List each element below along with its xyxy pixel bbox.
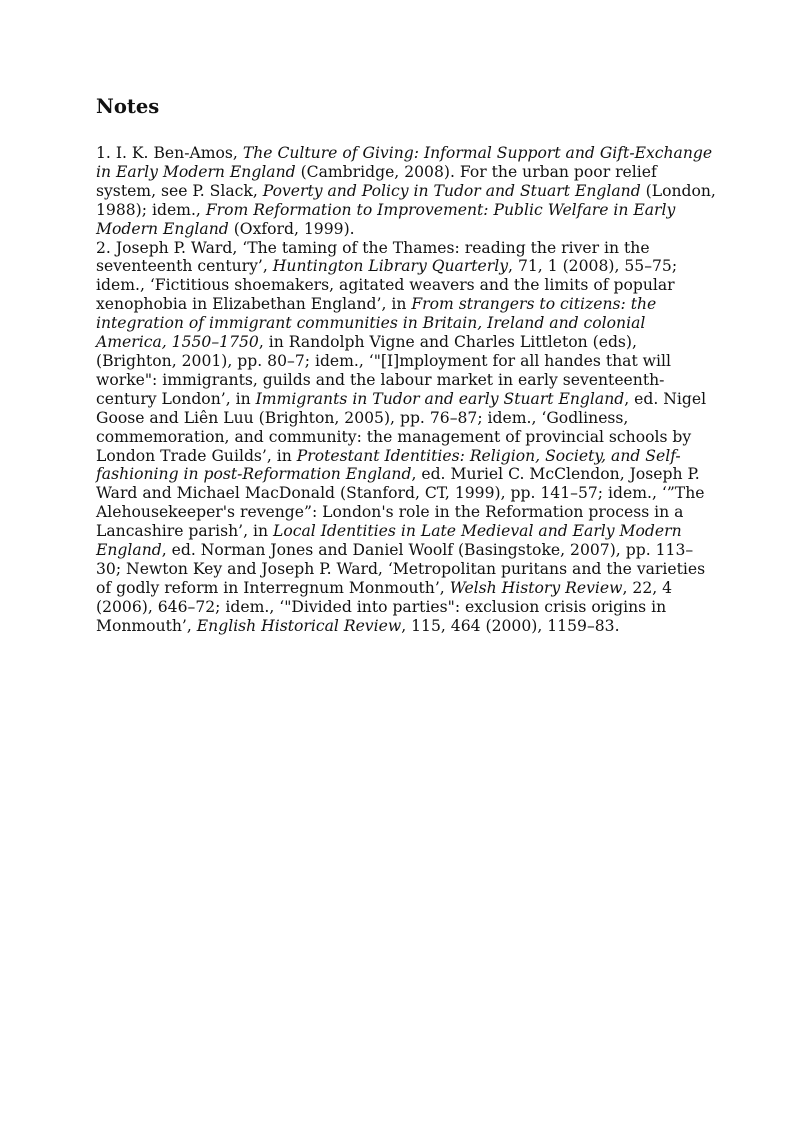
footnote-title-italic: Poverty and Policy in Tudor and Stuart England [262, 181, 641, 200]
footnote-title-italic: Immigrants in Tudor and early Stuart England [255, 389, 625, 408]
footnote-title-italic: Local Identities in Late Medieval and Early Modern England [96, 522, 682, 560]
footnote-text: , 115, 464 (2000), 1159–83. [401, 616, 620, 635]
footnote [96, 144, 716, 239]
footnote-title-italic: Huntington Library Quarterly [272, 257, 509, 276]
footnote-title-italic: English Historical Review [196, 616, 402, 635]
notes-heading: Notes [96, 95, 160, 118]
footnote-text: (Oxford, 1999). [228, 219, 355, 238]
footnote-title-italic: From strangers to citizens: the integration of immigrant communities in Britain, Ireland and colonial America, 1550–1750 [96, 295, 657, 352]
footnote-text: (Cambridge, 2008). For the urban poor relief system, see P. Slack, [96, 162, 657, 200]
footnote-text: , 71, 1 (2008), 55–75; idem., ‘Fictitious shoemakers, agitated weavers and the limits of popular xenophobia in Elizabethan England’, in [96, 257, 678, 314]
footnote-text: , 22, 4 (2006), 646–72; idem., ‘"Divided into parties": exclusion crisis origins in Monmouth’, [96, 578, 673, 635]
footnote-text: , in Randolph Vigne and Charles Littleton (eds), (Brighton, 2001), pp. 80–7; idem., ‘"[I]mployment for all handes that will worke": immigrants, guilds and the labour market in early seventeenth-century London’, in [96, 333, 671, 408]
footnote-title-italic: Welsh History Review [449, 578, 623, 597]
footnote-text: , ed. Norman Jones and Daniel Woolf (Basingstoke, 2007), pp. 113–30; Newton Key and Joseph P. Ward, ‘Metropolitan puritans and the varieties of godly reform in Interregnum Monmouth’, [96, 541, 706, 597]
footnote-text: 2. Joseph P. Ward, ‘The taming of the Thames: reading the river in the seventeenth century’, [96, 238, 650, 276]
footnote-title-italic: From Reformation to Improvement: Public Welfare in Early Modern England [96, 200, 676, 238]
footnote-text: 1. I. K. Ben-Amos, [96, 144, 243, 162]
footnote-title-italic: The Culture of Giving: Informal Support and Gift-Exchange in Early Modern England [96, 144, 713, 181]
document-page [96, 94, 716, 636]
footnote-title-italic: Protestant Identities: Religion, Society, and Self-fashioning in post-Reformation England [96, 446, 681, 484]
footnote [96, 239, 716, 636]
footnote-text: (London, 1988); idem., [96, 181, 716, 219]
notes-list [96, 144, 716, 636]
footnote-text: , ed. Muriel C. McClendon, Joseph P. Ward and Michael MacDonald (Stanford, CT, 1999), pp. 141–57; idem., ‘”The Alehousekeeper's revenge”: London's role in the Reformation process in a Lancashire parish’, in [96, 465, 705, 541]
footnote-text: , ed. Nigel Goose and Liên Luu (Brighton, 2005), pp. 76–87; idem., ‘Godliness, commemoration, and community: the management of provincial schools by London Trade Guilds’, in [96, 389, 707, 465]
